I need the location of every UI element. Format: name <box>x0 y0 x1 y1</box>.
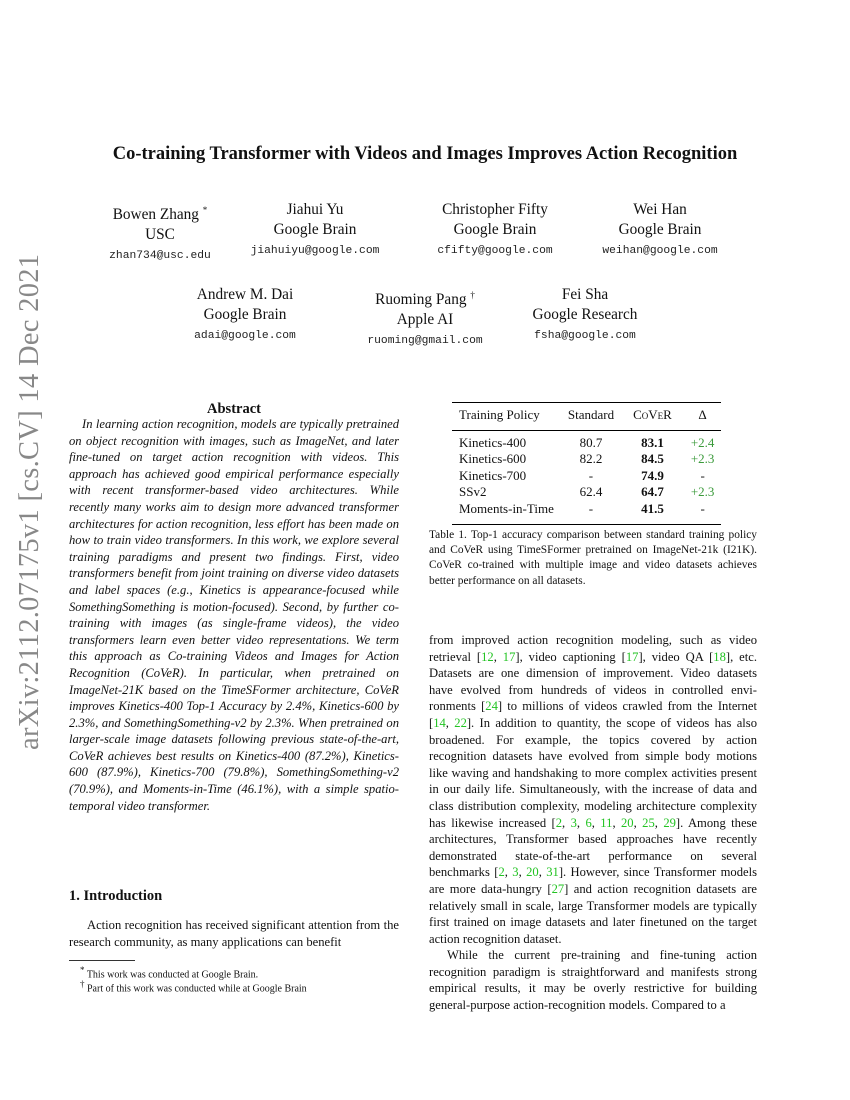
paragraph <box>429 947 757 1013</box>
citation-link[interactable]: 17 <box>625 649 639 664</box>
paragraph-text: from improved action recognition modeling, such as video retrieval [ <box>429 633 757 664</box>
paragraph-text: , <box>654 815 664 830</box>
citation-link[interactable]: 11 <box>600 815 613 830</box>
paragraph-text: ]. Among these architectures, Transformer based approaches have recently demonstrated state-of-the-art performance on several benchmarks [ <box>429 815 758 880</box>
author-mark: * <box>202 205 208 215</box>
author-name-line <box>560 200 760 220</box>
col-header: Standard <box>567 407 615 422</box>
section-heading-introduction: 1. Introduction <box>69 888 163 904</box>
author-name: Andrew M. Dai <box>196 286 294 303</box>
paragraph-text: , <box>612 815 621 830</box>
author-affiliation: Google Research <box>532 306 638 323</box>
paper-title: Co-training Transformer with Videos and Images Improves Action Recognition <box>112 144 738 164</box>
table-caption: Table 1. Top-1 accuracy comparison between standard training policy and CoVeR using TimeSFormer pretrained on ImageNet-21k (I21K). CoVeR co-trained with multiple image and video datasets achieves better performance on all datasets. <box>429 529 757 587</box>
footnote-text: Part of this work was conducted while at Google Brain <box>87 983 307 995</box>
introduction-body <box>69 917 399 950</box>
paragraph-text: ] to millions of videos crawled from the Internet [ <box>429 699 757 730</box>
paragraph-text: , <box>576 815 586 830</box>
citation-link[interactable]: 12 <box>481 649 494 664</box>
citation-link[interactable]: 2 <box>498 865 505 880</box>
footnote-text: This work was conducted at Google Brain. <box>86 969 259 981</box>
citation-link[interactable]: 14 <box>433 715 446 730</box>
author-mark: † <box>470 290 475 300</box>
paragraph-text: ], video QA [ <box>638 649 714 664</box>
abstract-text: In learning action recognition, models are typically pretrained on object recognition with images, such as ImageNet, and later fine-tuned on target action recognition with videos. This approach has achieved good empirical performance especially with recent transformer-based video architectures. While recently many works aim to design more advanced transformer architectures for action recognition, less effort has been made on how to train video transformers. In this work, we explore several training paradigms and present two findings. First, video transformers benefit from joint training on diverse video datasets and label spaces (e.g., Kinetics is appearance-focused while SomethingSomething is motion-focused). Second, by further co-training with images (as single-frame videos), the video transformers learn even better video representations. We term this approach as Co-training Videos and Images for Action Recognition (CoVeR). In particular, when pretrained on ImageNet-21K based on the TimeSFormer architecture, CoVeR improves Kinetics-400 Top-1 Accuracy by 2.4%, Kinetics-600 by 2.3%, and SomethingSomething-v2 by 2.3%. When pretrained on larger-scale image datasets following previous state-of-the-art, CoVeR achieves best results on Kinetics-400 (87.2%), Kinetics-600 (87.9%), Kinetics-700 (79.8%), SomethingSomething-v2 (70.9%), and Moments-in-Time (46.1%), with a simple spatio-temporal video transformer. <box>69 417 399 813</box>
author-affiliation: Google Brain <box>618 221 702 238</box>
paragraph-text: ], etc. Datasets are one dimension of improvement. Video datasets have evolved from hundreds of videos in controlled environments [ <box>429 649 757 714</box>
author-affiliation: Google Brain <box>273 221 357 238</box>
author <box>145 285 345 346</box>
table-row <box>452 501 721 524</box>
table-cell: Kinetics-700 <box>459 467 527 483</box>
arxiv-stamp: arXiv:2112.07175v1 [cs.CV] 14 Dec 2021 <box>14 253 45 750</box>
author-email: zhan734@usc.edu <box>109 250 211 263</box>
citation-link[interactable]: 31 <box>546 865 559 880</box>
author-email: weihan@google.com <box>602 245 718 257</box>
right-column-body <box>429 632 757 1014</box>
table-cell: 80.7 <box>579 434 603 450</box>
author-email: fsha@google.com <box>534 330 636 342</box>
paragraph-text: , <box>633 815 643 830</box>
table-cell: - <box>700 467 705 483</box>
table-cell: +2.3 <box>690 451 715 467</box>
table-cell: 74.9 <box>641 467 664 483</box>
citation-link[interactable]: 20 <box>526 865 539 880</box>
table-cell: +2.4 <box>690 434 715 450</box>
table-cell: SSv2 <box>459 484 487 500</box>
abstract-heading: Abstract <box>207 401 261 417</box>
author-email: cfifty@google.com <box>437 245 553 257</box>
paragraph-text: , <box>493 649 503 664</box>
paragraph-text: ] and action recognition datasets are relatively small in scale, large Transformer models are typically first trained on image datasets and later finetuned on the target action recognition dataset. <box>429 881 757 946</box>
table-cell: Kinetics-600 <box>459 451 527 467</box>
citation-link[interactable]: 3 <box>512 865 519 880</box>
footnote-mark: † <box>80 979 85 989</box>
author <box>560 200 760 261</box>
author-name: Christopher Fifty <box>442 201 548 218</box>
author-affiliation: Google Brain <box>453 221 537 238</box>
paragraph-text: , <box>591 815 601 830</box>
author <box>485 285 685 346</box>
table-cell: 64.7 <box>641 484 664 500</box>
author-name: Ruoming Pang <box>375 291 467 309</box>
table-cell: - <box>588 500 594 516</box>
author-name: Jiahui Yu <box>286 201 344 218</box>
citation-link[interactable]: 6 <box>585 815 592 830</box>
author-name-line <box>485 285 685 305</box>
table-cell: +2.3 <box>690 484 715 500</box>
author-affiliation: USC <box>145 226 175 244</box>
author-affiliation: Google Brain <box>203 306 287 323</box>
paragraph-text: ]. In addition to quantity, the scope of videos has also broadened. For example, the topics covered by action recognition datasets have evolved from simple body motions like waving and handshaking to more complex activities present in our daily life. Simultaneously, with the increase of data and class distribution complexity, modeling architecture complexity has likewise increased [ <box>429 715 758 830</box>
results-table <box>452 402 721 525</box>
paragraph-text: ]. However, since Transformer models are more data-hungry [ <box>429 865 758 896</box>
author-name-line <box>215 200 415 220</box>
footnote-2 <box>80 977 307 996</box>
col-header: Training Policy <box>459 407 540 422</box>
table-cell: 82.2 <box>579 451 603 467</box>
author-email: adai@google.com <box>194 330 296 342</box>
citation-link[interactable]: 27 <box>551 881 565 896</box>
author-affiliation: Apple AI <box>396 311 454 329</box>
table-cell: 83.1 <box>641 434 664 450</box>
paragraph-text: , <box>562 815 571 830</box>
table-cell: - <box>700 500 705 516</box>
author-name: Wei Han <box>633 201 687 218</box>
table-header-row <box>452 403 721 431</box>
author-name-line <box>145 285 345 305</box>
introduction-text: Action recognition has received significant attention from the research community, as many applications can benefit <box>69 918 399 949</box>
citation-link[interactable]: 17 <box>502 649 516 664</box>
table-cell: 62.4 <box>579 484 603 500</box>
footnote-rule <box>69 960 135 961</box>
author-email: ruoming@gmail.com <box>367 335 483 348</box>
author <box>215 200 415 261</box>
footnote-mark: * <box>80 965 85 975</box>
author-email: jiahuiyu@google.com <box>250 245 380 257</box>
paragraph-text: , <box>504 865 513 880</box>
author-name: Bowen Zhang <box>112 206 199 224</box>
table-row <box>452 484 721 501</box>
citation-link[interactable]: 24 <box>485 699 498 714</box>
paragraph-text: , <box>518 865 527 880</box>
citation-link[interactable]: 2 <box>555 815 563 830</box>
table-row <box>452 430 721 451</box>
table-row <box>452 451 721 468</box>
table-cell: 41.5 <box>641 500 664 516</box>
citation-link[interactable]: 3 <box>570 815 577 830</box>
table-row <box>452 468 721 485</box>
paragraph-text: ], video captioning [ <box>515 649 626 664</box>
table-cell: 84.5 <box>641 451 664 467</box>
col-header: CoVeR <box>633 407 672 422</box>
paragraph-text: , <box>445 715 455 730</box>
table-cell: Kinetics-400 <box>459 434 527 450</box>
citation-link[interactable]: 20 <box>621 815 634 830</box>
paragraph-text: , <box>538 865 547 880</box>
citation-link[interactable]: 25 <box>642 815 655 830</box>
author-name: Fei Sha <box>561 286 609 303</box>
table-cell: - <box>588 467 594 483</box>
abstract-body <box>69 416 399 814</box>
paragraph-text: While the current pre-training and fine-tuning action recognition paradigm is straightforward and manifests strong empirical results, it may be overly restrictive for building general-purpose action-recognition models. Compared to a <box>429 948 757 1013</box>
col-header: Δ <box>698 407 707 422</box>
paragraph <box>429 632 757 947</box>
citation-link[interactable]: 22 <box>454 715 467 730</box>
citation-link[interactable]: 29 <box>663 815 676 830</box>
citation-link[interactable]: 18 <box>713 649 726 664</box>
table-cell: Moments-in-Time <box>459 500 554 516</box>
